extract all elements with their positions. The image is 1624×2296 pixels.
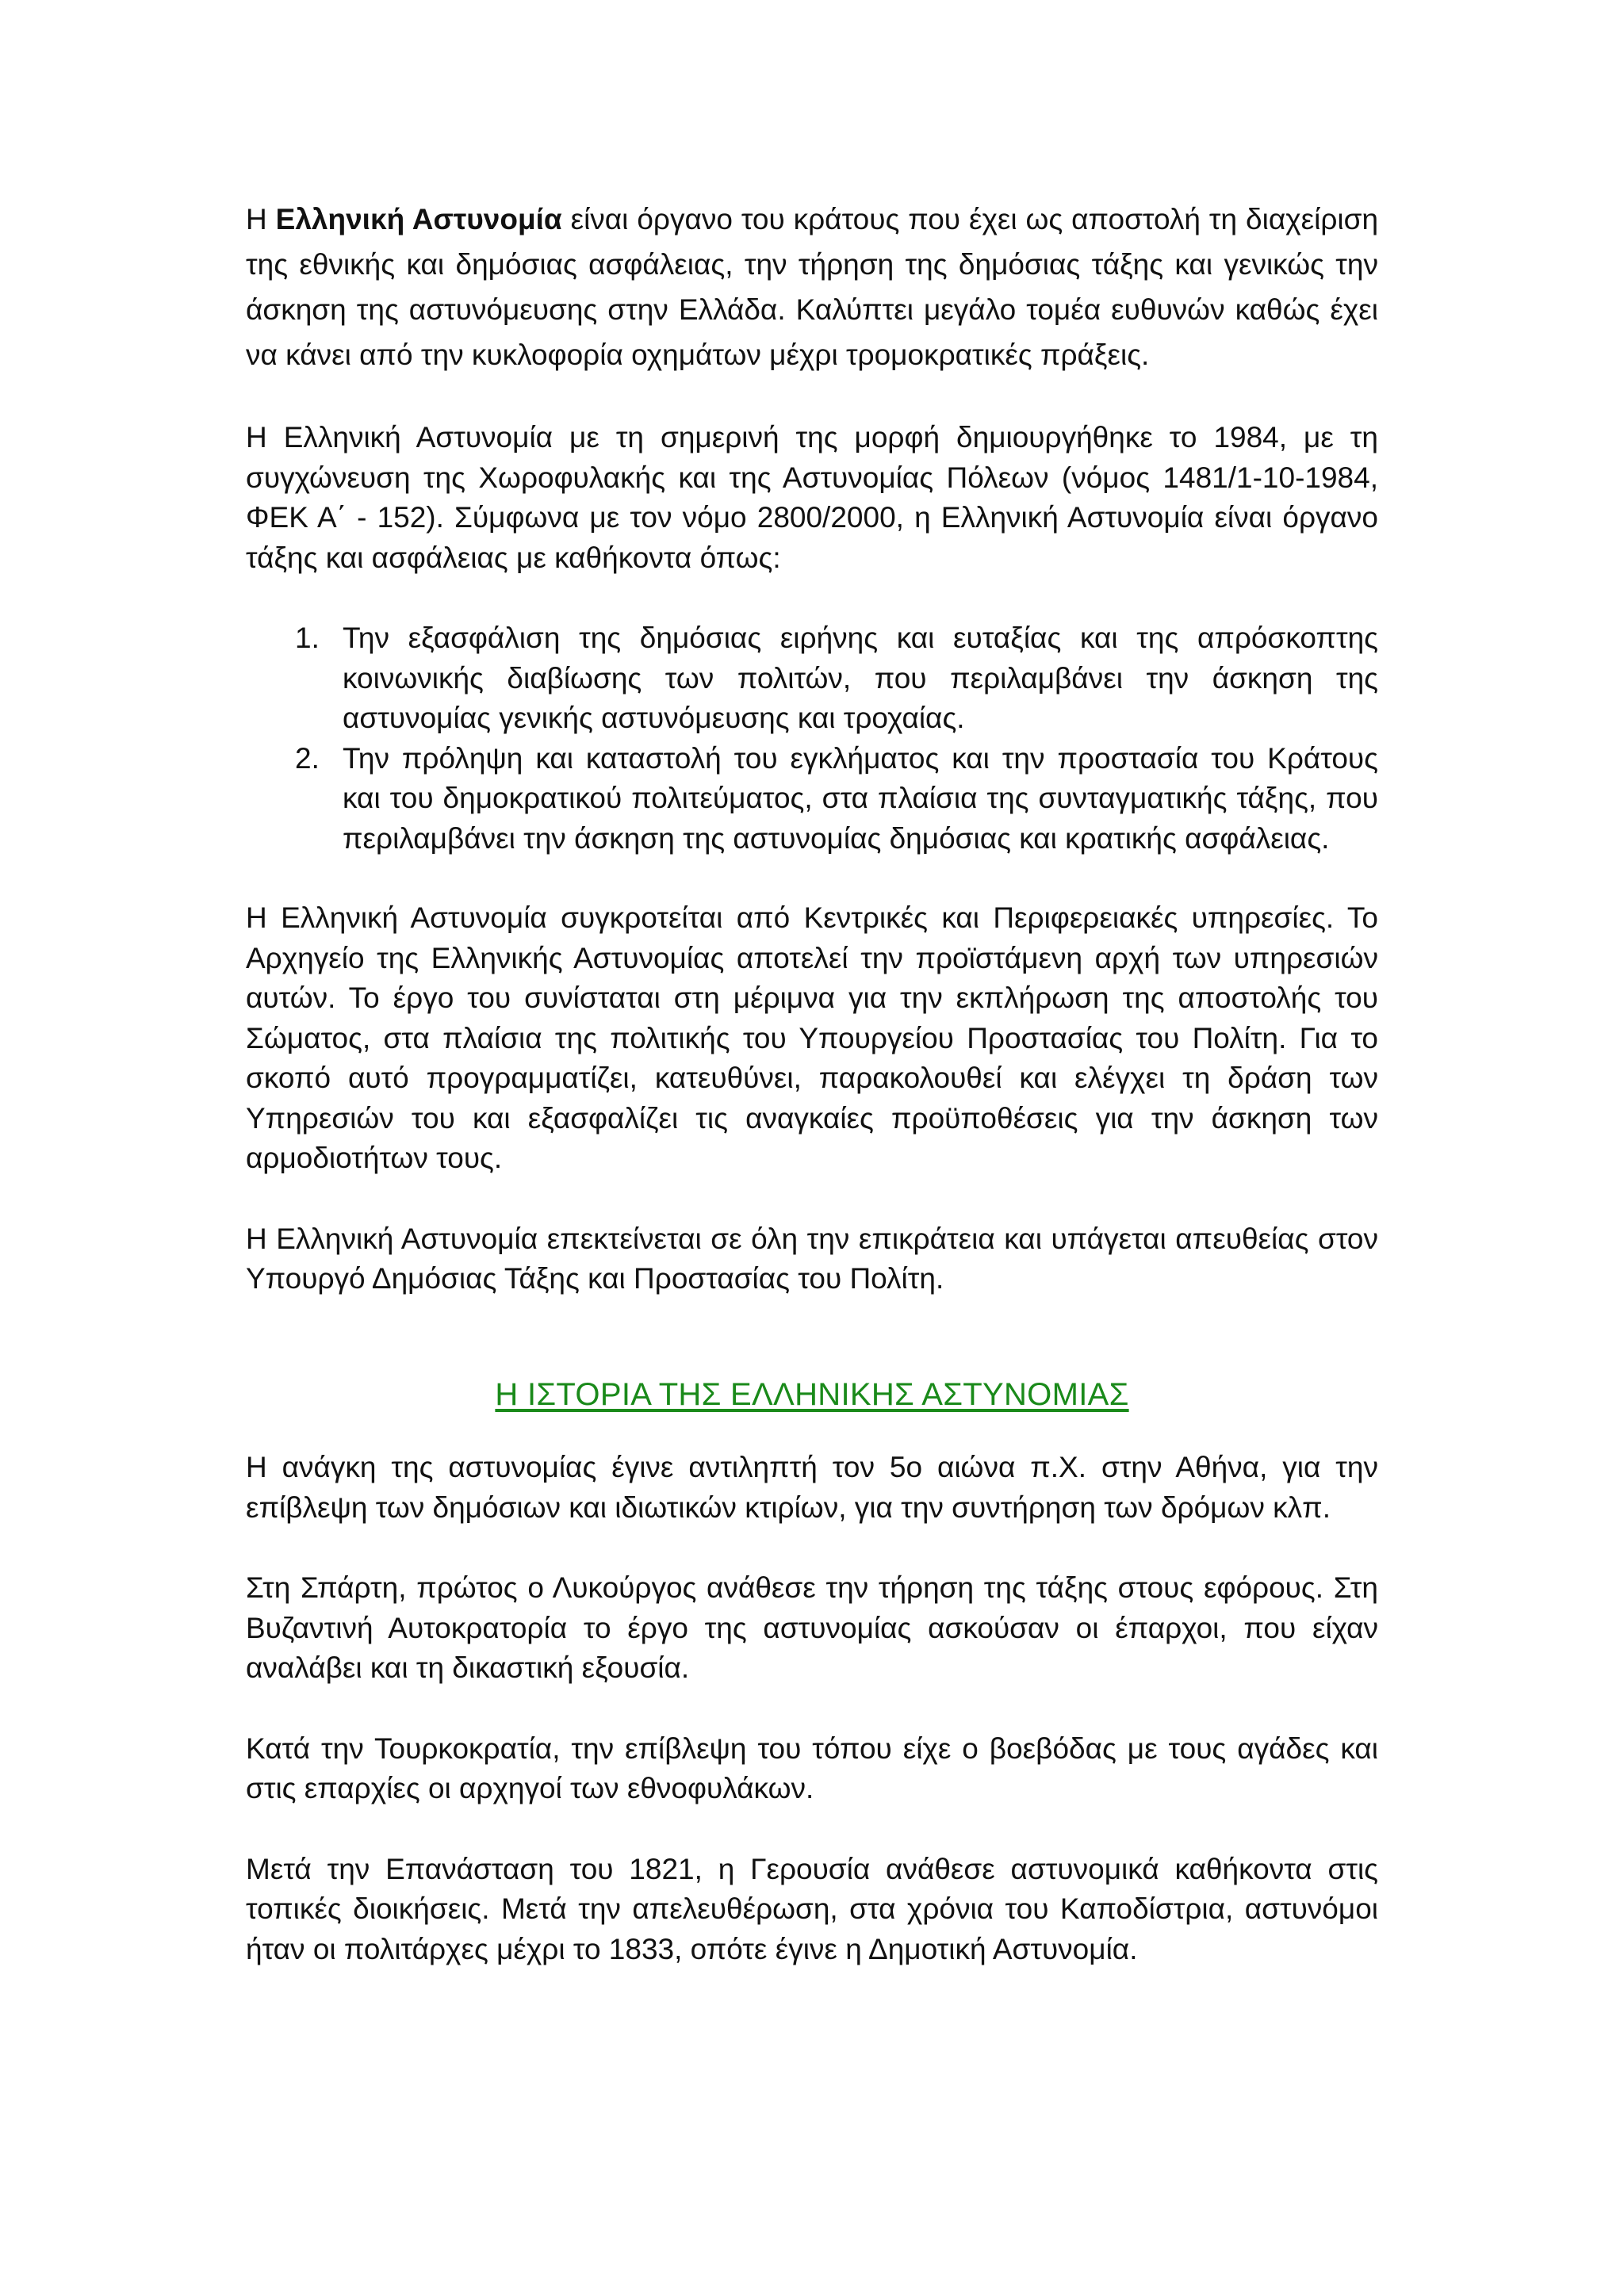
list-item-number: 2. [295, 741, 320, 775]
list-item [246, 618, 1378, 739]
intro-article: Η [246, 203, 267, 235]
list-item-number: 1. [295, 622, 320, 654]
history-paragraph: Στη Σπάρτη, πρώτος ο Λυκούργος ανάθεσε την τήρηση της τάξης στους εφόρους. Στη Βυζαντινή Αυτοκρατορία το έργο της αστυνομίας ασκούσαν οι έπαρχοι, που είχαν αναλάβει και τη δικαστική εξουσία. [246, 1571, 1378, 1684]
list-item-text: Την πρόληψη και καταστολή του εγκλήματος και την προστασία του Κράτους και του δημοκρατικού πολιτεύματος, στα πλαίσια της συνταγματικής τάξης, που περιλαμβάνει την άσκηση της αστυνομίας δημόσιας και κρατικής ασφάλειας. [343, 741, 1378, 855]
list-item [246, 739, 1378, 859]
document-body [246, 197, 1378, 2010]
formation-paragraph: Η Ελληνική Αστυνομία με τη σημερινή της μορφή δημιουργήθηκε το 1984, με τη συγχώνευση της Χωροφυλακής και της Αστυνομίας Πόλεων (νόμος 1481/1-10-1984, ΦΕΚ Α΄ - 152). Σύμφωνα με τον νόμο 2800/2000, η Ελληνική Αστυνομία είναι όργανο τάξης και ασφάλειας με καθήκοντα όπως: [246, 421, 1378, 574]
intro-paragraph [246, 197, 1378, 377]
history-paragraph: Η ανάγκη της αστυνομίας έγινε αντιληπτή τον 5ο αιώνα π.Χ. στην Αθήνα, για την επίβλεψη των δημόσιων και ιδιωτικών κτιρίων, για την συντήρηση των δρόμων κλπ. [246, 1451, 1378, 1524]
structure-paragraph: Η Ελληνική Αστυνομία συγκροτείται από Κεντρικές και Περιφερειακές υπηρεσίες. Το Αρχηγείο της Ελληνικής Αστυνομίας αποτελεί την προϊστάμενη αρχή των υπηρεσιών αυτών. Το έργο του συνίσταται στη μέριμνα για την εκπλήρωση της αποστολής του Σώματος, στα πλαίσια της πολιτικής του Υπουργείου Προστασίας του Πολίτη. Για το σκοπό αυτό προγραμματίζει, κατευθύνει, παρακολουθεί και ελέγχει τη δράση των Υπηρεσιών του και εξασφαλίζει τις αναγκαίες προϋποθέσεις για την άσκηση των αρμοδιοτήτων τους. [246, 901, 1378, 1174]
history-heading: Η ΙΣΤΟΡΙΑ ΤΗΣ ΕΛΛΗΝΙΚΗΣ ΑΣΤΥΝΟΜΙΑΣ [495, 1376, 1129, 1412]
history-paragraph: Μετά την Επανάσταση του 1821, η Γερουσία ανάθεσε αστυνομικά καθήκοντα στις τοπικές διοικήσεις. Μετά την απελευθέρωση, στα χρόνια του Καποδίστρια, αστυνόμοι ήταν οι πολιτάρχες μέχρι το 1833, οπότε έγινε η Δημοτική Αστυνομία. [246, 1852, 1378, 1965]
duties-list [246, 618, 1378, 859]
list-item-text: Την εξασφάλιση της δημόσιας ειρήνης και ευταξίας και της απρόσκοπτης κοινωνικής διαβίωσης των πολιτών, που περιλαμβάνει την άσκηση της αστυνομίας γενικής αστυνόμευσης και τροχαίας. [343, 622, 1378, 734]
history-paragraph: Κατά την Τουρκοκρατία, την επίβλεψη του τόπου είχε ο βοεβόδας με τους αγάδες και στις επαρχίες οι αρχηγοί των εθνοφυλάκων. [246, 1732, 1378, 1804]
jurisdiction-paragraph: Η Ελληνική Αστυνομία επεκτείνεται σε όλη την επικράτεια και υπάγεται απευθείας στον Υπουργό Δημόσιας Τάξης και Προστασίας του Πολίτη. [246, 1222, 1378, 1295]
intro-text: είναι όργανο του κράτους που έχει ως αποστολή τη διαχείριση της εθνικής και δημόσιας ασφάλειας, την τήρηση της δημόσιας τάξης και γενικώς την άσκηση της αστυνόμευσης στην Ελλάδα. Καλύπτει μεγάλο τομέα ευθυνών καθώς έχει να κάνει από την κυκλοφορία οχημάτων μέχρι τρομοκρατικές πράξεις. [246, 203, 1379, 371]
intro-bold-name: Ελληνική Αστυνομία [275, 203, 562, 235]
